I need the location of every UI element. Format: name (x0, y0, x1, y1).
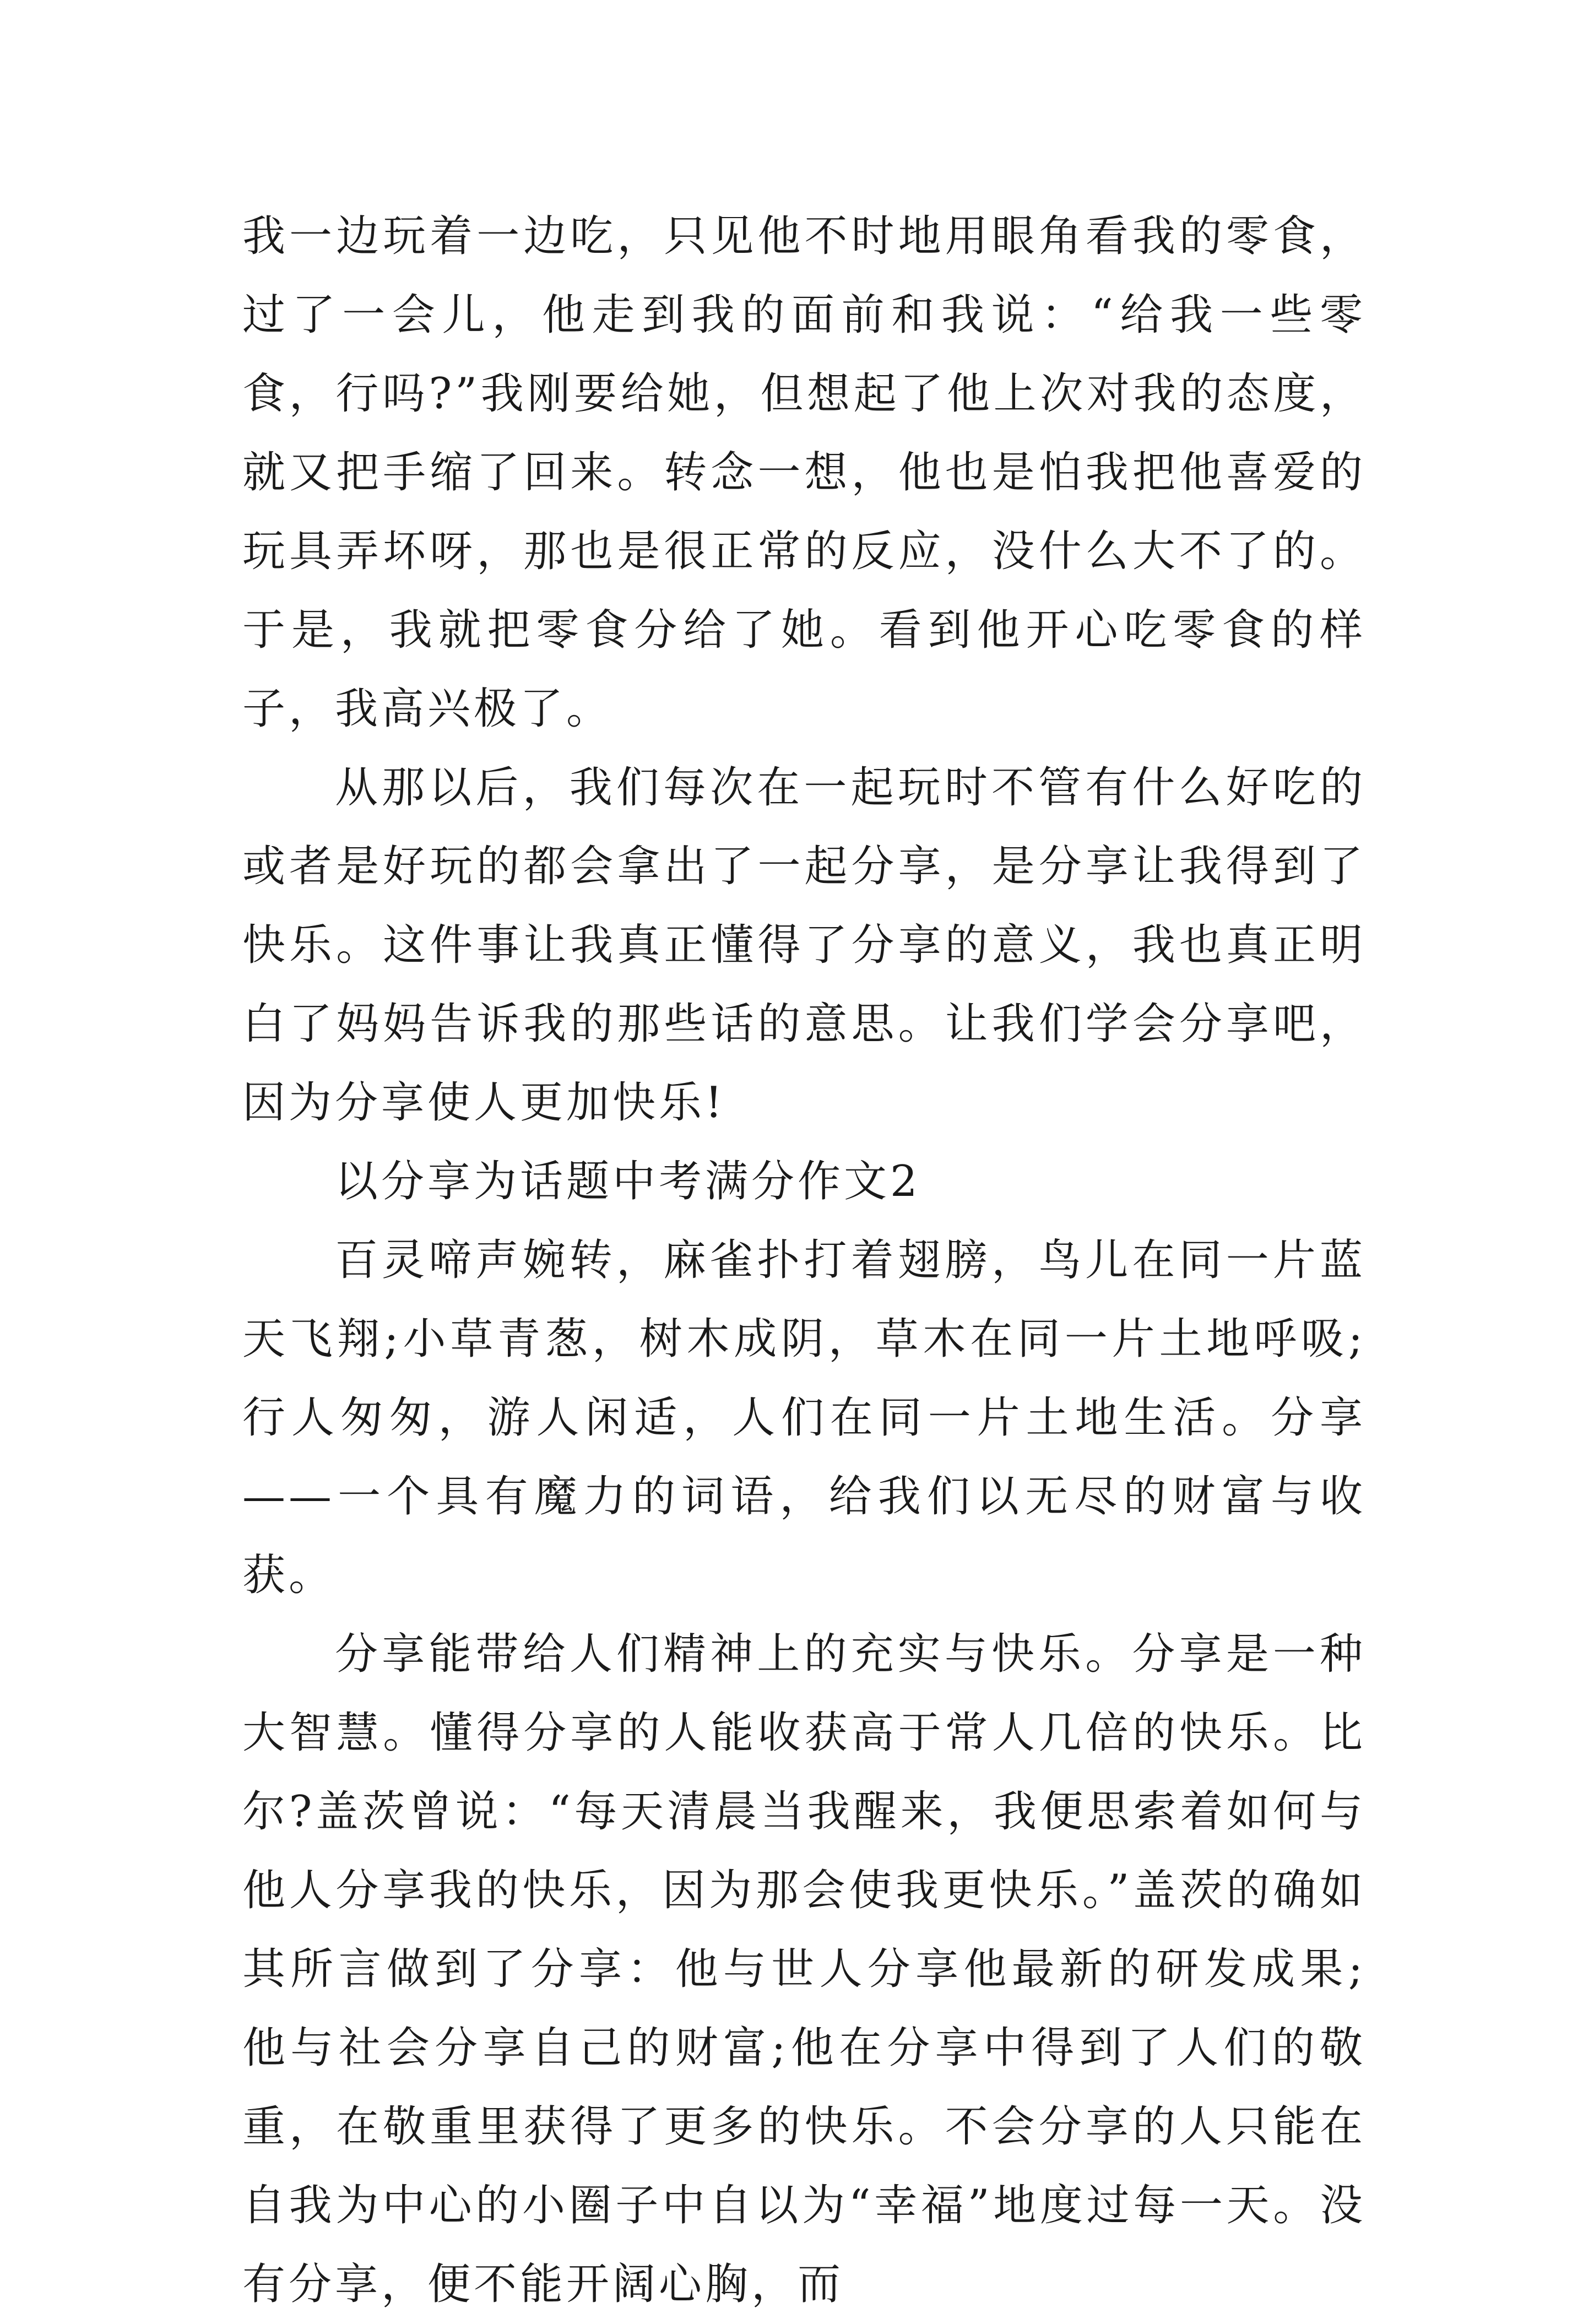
document-body (242, 197, 1366, 2324)
paragraph-1: 我一边玩着一边吃，只见他不时地用眼角看我的零食，过了一会儿，他走到我的面前和我说：“给我一些零食，行吗?”我刚要给她，但想起了他上次对我的态度，就又把手缩了回来。转念一想，他也是怕我把他喜爱的玩具弄坏呀，那也是很正常的反应，没什么大不了的。于是，我就把零食分给了她。看到他开心吃零食的样子，我高兴极了。 (242, 212, 1366, 734)
paragraph-3: 百灵啼声婉转，麻雀扑打着翅膀，鸟儿在同一片蓝天飞翔;小草青葱，树木成阴，草木在同一片土地呼吸;行人匆匆，游人闲适，人们在同一片土地生活。分享——一个具有魔力的词语，给我们以无尽的财富与收获。 (242, 1236, 1366, 1600)
essay-heading: 以分享为话题中考满分作文2 (335, 1157, 921, 1206)
paragraph-2: 从那以后，我们每次在一起玩时不管有什么好吃的或者是好玩的都会拿出了一起分享，是分享让我得到了快乐。这件事让我真正懂得了分享的意义，我也真正明白了妈妈告诉我的那些话的意思。让我们学会分享吧，因为分享使人更加快乐! (242, 763, 1366, 1128)
paragraph-4: 分享能带给人们精神上的充实与快乐。分享是一种大智慧。懂得分享的人能收获高于常人几倍的快乐。比尔?盖茨曾说：“每天清晨当我醒来，我便思索着如何与他人分享我的快乐，因为那会使我更快乐。”盖茨的确如其所言做到了分享：他与世人分享他最新的研发成果;他与社会分享自己的财富;他在分享中得到了人们的敬重，在敬重里获得了更多的快乐。不会分享的人只能在自我为中心的小圈子中自以为“幸福”地度过每一天。没有分享，便不能开阔心胸，而 (242, 1629, 1366, 2309)
